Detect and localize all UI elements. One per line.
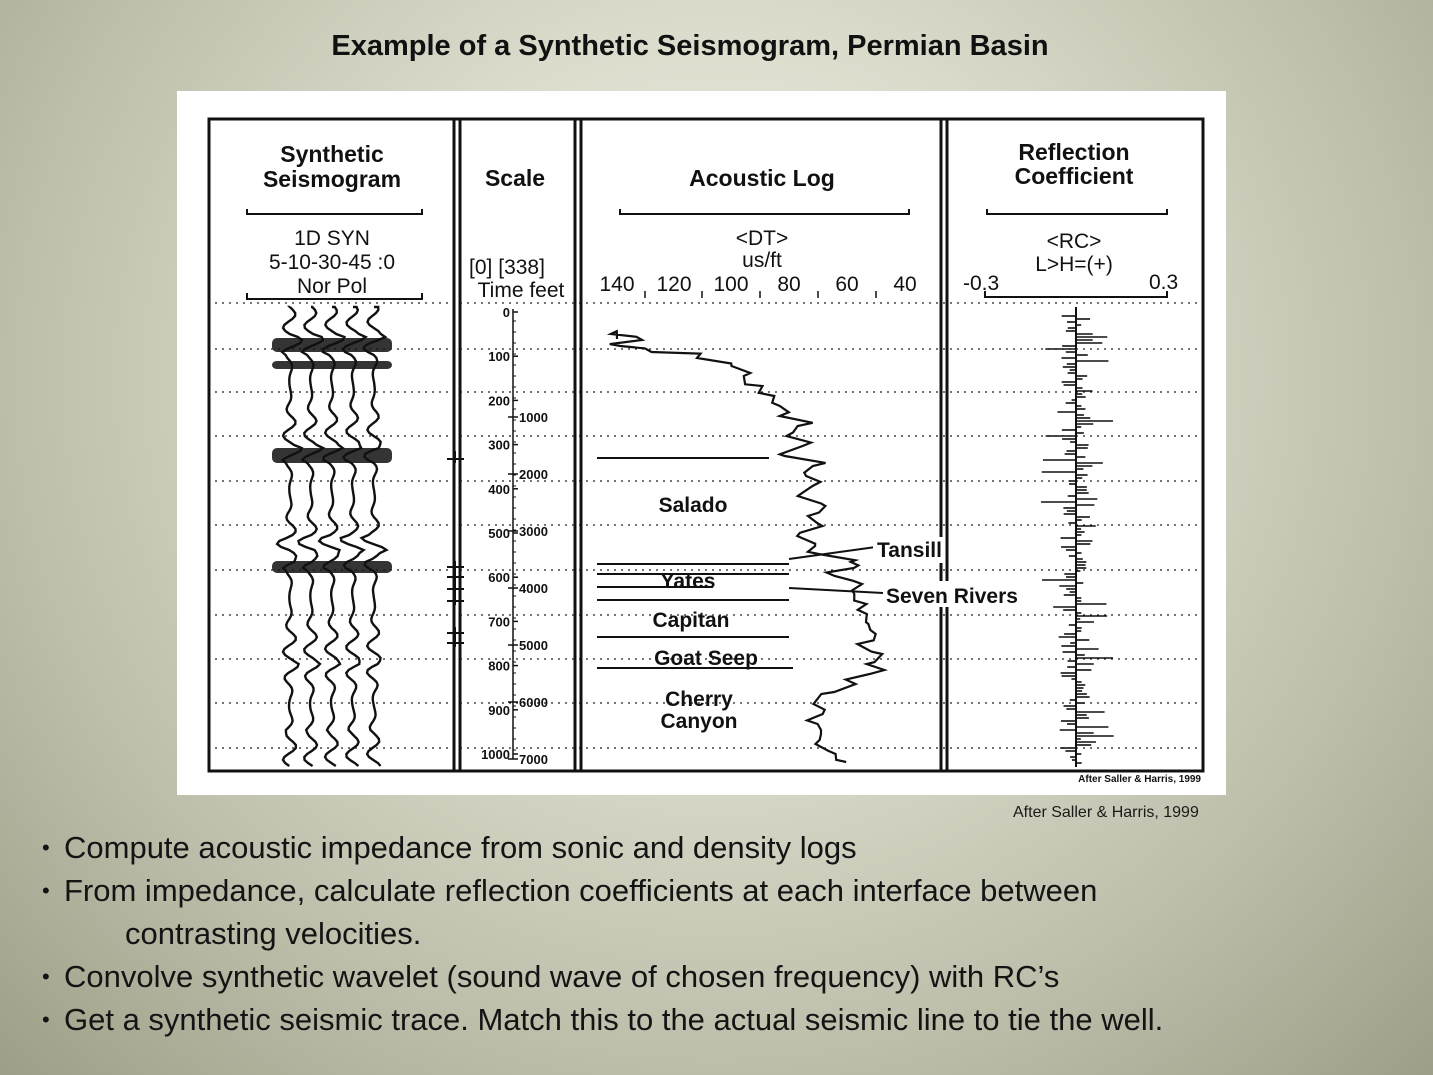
synthetic-seismogram-figure — [177, 91, 1226, 795]
acoustic-log-curve — [610, 331, 885, 762]
slide-title: Example of a Synthetic Seismogram, Permian Basin — [331, 30, 1049, 62]
synthetic-sub-3: Nor Pol — [296, 275, 368, 298]
synthetic-bracket — [247, 209, 422, 214]
synthetic-trace — [362, 307, 387, 766]
reflection-coefficient-spikes — [1041, 307, 1114, 767]
synthetic-trace — [341, 307, 366, 766]
synthetic-sub-1: 1D SYN — [294, 227, 370, 250]
bullet-item — [42, 998, 1402, 1041]
acoustic-axis-tick: 60 — [835, 273, 859, 296]
formation-seven-rivers: Seven Rivers — [886, 585, 1018, 608]
synthetic-strong-reflection — [272, 448, 392, 463]
time-tick-label: 1000 — [481, 747, 510, 762]
time-tick-label: 200 — [488, 393, 510, 409]
bullet-item — [42, 955, 1402, 998]
acoustic-title: Acoustic Log — [689, 165, 835, 191]
acoustic-axis-tick: 100 — [713, 273, 749, 296]
synthetic-strong-reflection — [272, 561, 392, 573]
reflection-axis-max: 0.3 — [1149, 271, 1179, 294]
formation-goat-seep: Goat Seep — [654, 647, 758, 670]
depth-tick-label: 2000 — [519, 467, 548, 482]
scale-ticks — [481, 305, 548, 767]
bullet-list — [42, 826, 1402, 1041]
formation-cherry-canyon-2: Canyon — [660, 710, 738, 733]
reflection-axis-min: -0.3 — [963, 272, 1000, 295]
figure-frame — [209, 119, 1203, 771]
bullet-dot: • — [42, 964, 50, 989]
formation-yates: Yates — [660, 570, 716, 593]
formation-salado: Salado — [658, 494, 728, 517]
acoustic-axis-tick: 140 — [599, 273, 635, 296]
bullet-text: Compute acoustic impedance from sonic and density logs — [64, 830, 857, 865]
time-tick-label: 300 — [488, 437, 510, 453]
time-tick-label: 500 — [488, 526, 510, 541]
time-tick-label: 100 — [488, 349, 510, 365]
depth-tick-label: 7000 — [519, 752, 548, 767]
bullet-dot: • — [42, 835, 50, 860]
depth-tick-label: 6000 — [519, 695, 548, 710]
reflection-title-1: Reflection — [1018, 139, 1130, 165]
figure-canvas — [177, 91, 1226, 795]
reflection-sub-2: L>H=(+) — [1035, 253, 1113, 276]
depth-tick-label: 3000 — [519, 524, 548, 539]
depth-tick-label: 1000 — [519, 410, 548, 425]
depth-tick-label: 5000 — [519, 638, 548, 653]
formation-tansill: Tansill — [877, 539, 942, 562]
synthetic-strong-reflection — [272, 361, 392, 369]
reflection-title-2: Coefficient — [1014, 163, 1134, 189]
time-tick-label: 600 — [488, 570, 510, 586]
bullet-item — [42, 826, 1402, 869]
acoustic-axis-tick: 40 — [893, 273, 917, 296]
depth-tick-label: 4000 — [519, 581, 548, 596]
time-tick-label: 900 — [488, 702, 510, 718]
bullet-dot: • — [42, 1007, 50, 1032]
synthetic-title-2: Seismogram — [262, 166, 402, 192]
acoustic-bracket — [620, 209, 909, 214]
synthetic-strong-reflection — [272, 338, 392, 352]
acoustic-axis-ticks — [599, 273, 916, 298]
reflection-bracket — [987, 209, 1167, 214]
scale-sub-1: [0] [338] — [469, 256, 545, 279]
synthetic-title-1: Synthetic — [280, 141, 384, 167]
scale-title: Scale — [484, 165, 546, 191]
acoustic-sub-1: <DT> — [735, 227, 789, 250]
time-tick-label: 800 — [488, 658, 510, 674]
scale-sub-2: Time feet — [477, 279, 565, 302]
dotted-grid-lines — [215, 303, 1199, 748]
synthetic-trace — [319, 307, 344, 766]
acoustic-sub-2: us/ft — [742, 249, 782, 272]
figure-credit: After Saller & Harris, 1999 — [1078, 774, 1201, 785]
bullet-text: From impedance, calculate reflection coefficients at each interface between — [64, 873, 1098, 908]
synthetic-trace — [277, 307, 302, 766]
synthetic-sub-2: 5-10-30-45 :0 — [268, 251, 396, 274]
synthetic-traces — [272, 307, 392, 766]
formation-cherry-canyon-1: Cherry — [665, 688, 733, 711]
reflection-sub-1: <RC> — [1046, 230, 1102, 253]
reflection-axis-bracket — [985, 291, 1167, 297]
synthetic-trace — [299, 307, 324, 766]
source-credit: After Saller & Harris, 1999 — [1013, 804, 1199, 821]
time-tick-label: 400 — [488, 481, 510, 497]
bullet-dot: • — [42, 878, 50, 903]
bullet-item — [42, 869, 1402, 955]
time-tick-label: 0 — [502, 305, 510, 320]
bullet-continuation: contrasting velocities. — [125, 916, 422, 951]
bullet-text: Get a synthetic seismic trace. Match this to the actual seismic line to tie the well. — [64, 1002, 1164, 1037]
bullet-text: Convolve synthetic wavelet (sound wave of chosen frequency) with RC’s — [64, 959, 1060, 994]
time-tick-label: 700 — [488, 614, 510, 630]
formation-boundaries — [597, 458, 883, 668]
acoustic-axis-tick: 80 — [777, 273, 801, 296]
acoustic-axis-tick: 120 — [656, 273, 692, 296]
formation-capitan: Capitan — [652, 609, 730, 632]
